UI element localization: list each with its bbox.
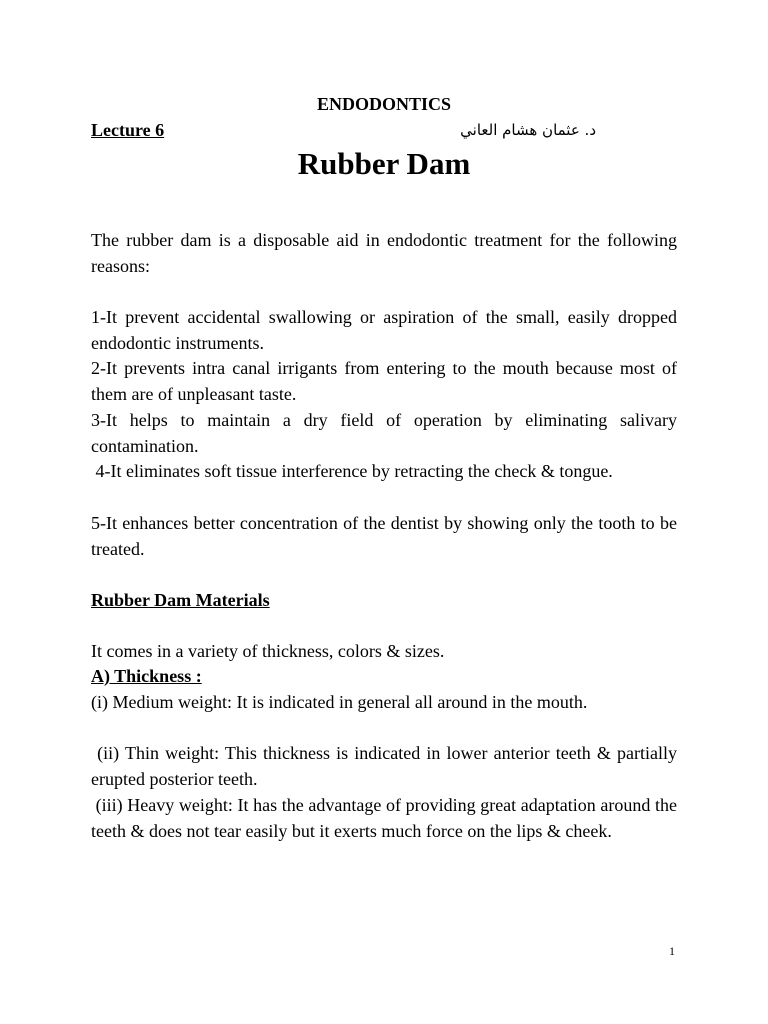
page-title: Rubber Dam [297, 146, 471, 181]
thickness-item-medium: (i) Medium weight: It is indicated in general all around in the mouth. [91, 692, 588, 712]
author-name: د. عثمان هشام العاني [460, 121, 596, 139]
thickness-item-thin: (ii) Thin weight: This thickness is indicated in lower anterior teeth & partially erupted posterior teeth. [91, 743, 682, 789]
course-title: ENDODONTICS [316, 94, 452, 114]
reason-item-3: 3-It helps to maintain a dry field of operation by eliminating salivary contamination. [91, 410, 677, 456]
materials-heading: Rubber Dam Materials [91, 590, 270, 610]
thickness-item-heavy: (iii) Heavy weight: It has the advantage of providing great adaptation around the teeth & does not tear easily but it exerts much force on the lips & cheek. [91, 795, 682, 841]
reason-item-4: 4-It eliminates soft tissue interference by retracting the check & tongue. [91, 461, 613, 481]
intro-paragraph: The rubber dam is a disposable aid in endodontic treatment for the following reasons: [91, 230, 677, 276]
lecture-label: Lecture 6 [91, 120, 165, 140]
materials-intro: It comes in a variety of thickness, colors & sizes. [91, 641, 445, 661]
reason-item-2: 2-It prevents intra canal irrigants from entering to the mouth because most of them are of unpleasant taste. [91, 358, 677, 404]
reason-item-5: 5-It enhances better concentration of the dentist by showing only the tooth to be treated. [91, 513, 677, 559]
page-number: 1 [669, 944, 675, 958]
reason-item-1: 1-It prevent accidental swallowing or aspiration of the small, easily dropped endodontic instruments. [91, 307, 677, 353]
thickness-heading: A) Thickness : [91, 666, 202, 686]
